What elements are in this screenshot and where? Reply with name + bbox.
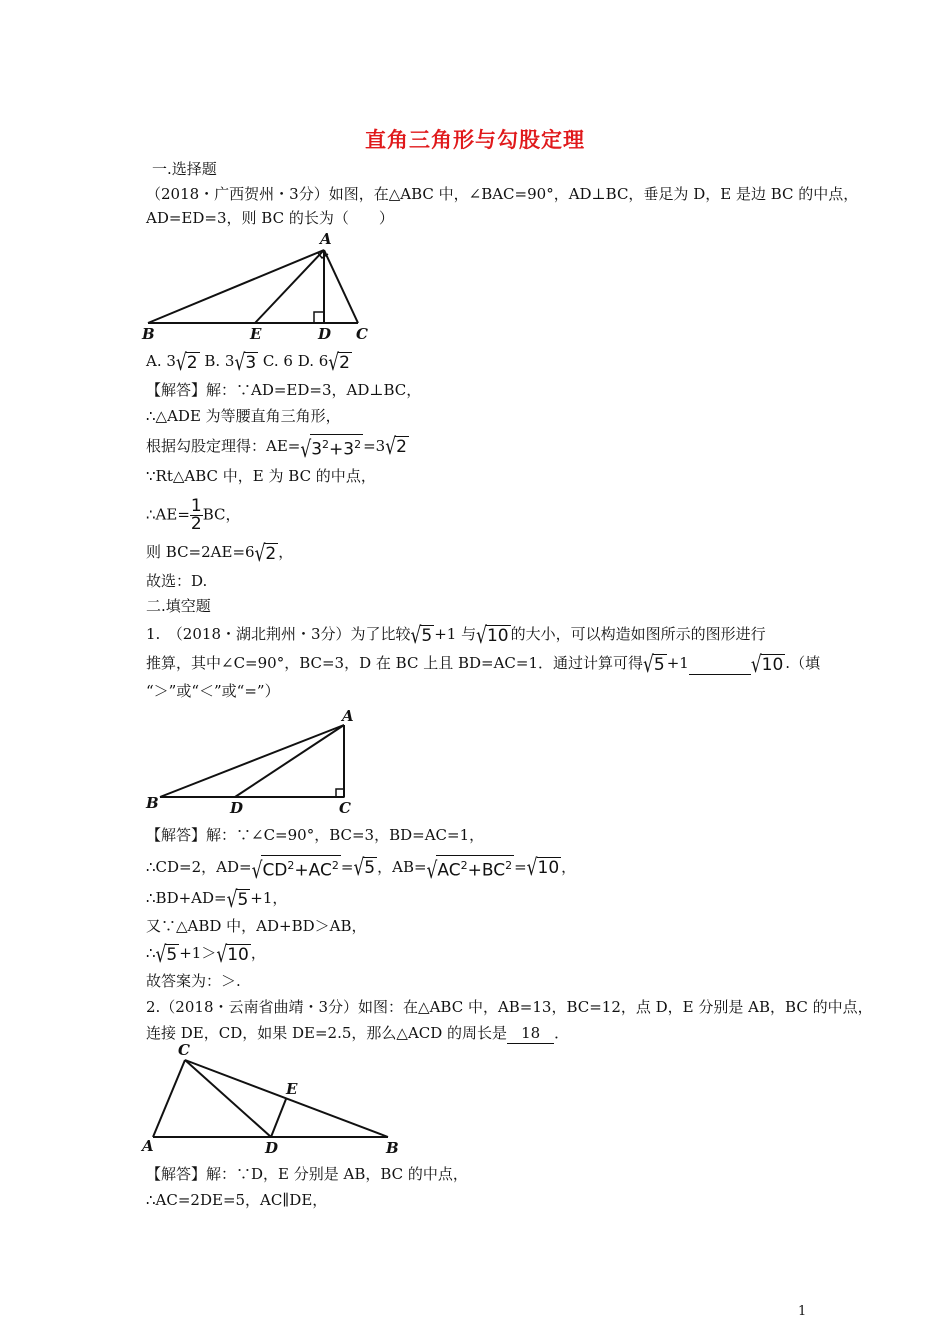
q1-text-line1: 1. （2018・湖北荆州・3分）为了比较√5 +1 与√10 的大小，可以构造如图所示的图形进行 [146, 622, 766, 649]
q0-solution-line5: ∴AE= $\frac{1}{2}$ BC， [146, 496, 241, 534]
fig3-label-e: E [286, 1080, 298, 1098]
sqrt-expression: √2 [175, 349, 198, 376]
figure-triangle-abc-2 [140, 706, 370, 816]
q2-solution-line1: 【解答】解：∵D，E 分别是 AB，BC 的中点， [146, 1165, 468, 1183]
q2-text-line2: 连接 DE，CD，如果 DE=2.5，那么△ACD 的周长是 18 ． [146, 1024, 570, 1042]
q0-solution-line3: 根据勾股定理得：$AE=√3^2+3^2 =3√2$ [146, 433, 407, 464]
sqrt-expression: √3 [234, 349, 257, 376]
q1-solution-line6: 故答案为：＞. [146, 972, 241, 990]
fig2-label-a: A [342, 707, 354, 725]
fig1-label-c: C [356, 325, 368, 343]
q0-solution-line6: 则 BC=2AE=6√2 ， [146, 540, 294, 567]
fig1-label-e: E [250, 325, 262, 343]
figure-triangle-abc-3 [138, 1042, 408, 1158]
q0-text-line2: AD=ED=3，则 BC 的长为（ ） [146, 209, 394, 227]
fig3-label-b: B [386, 1139, 399, 1157]
q1-solution-line1: 【解答】解：∵∠C=90°，BC=3，BD=AC=1， [146, 826, 485, 844]
section-heading-fill: 二.填空题 [146, 597, 211, 615]
fig2-label-d: D [230, 799, 244, 816]
answer-blank [689, 658, 751, 675]
fig3-label-a: A [142, 1137, 154, 1155]
q1-solution-line3: ∴BD+AD=√5 +1， [146, 886, 288, 913]
option-b-label: B. 3 [199, 352, 235, 370]
section-heading-choice: 一.选择题 [152, 160, 217, 178]
q0-solution-line2: ∴△ADE 为等腰直角三角形， [146, 407, 341, 425]
q2-solution-line2: ∴AC=2DE=5，AC∥DE， [146, 1191, 328, 1209]
fig1-label-b: B [142, 325, 155, 343]
figure-triangle-abc-1 [138, 228, 378, 344]
page-title: 直角三角形与勾股定理 [365, 127, 585, 152]
fraction-one-half: $\frac{1}{2}$ [190, 496, 202, 534]
q1-solution-line5: ∴√5 +1＞√10 ， [146, 941, 266, 968]
q1-text-line2: 推算，其中∠C=90°，BC=3，D 在 BC 上且 BD=AC=1．通过计算可得√5 +1 √10 .（填 [146, 651, 821, 678]
q0-solution-line4: ∵Rt△ABC 中，E 为 BC 的中点， [146, 467, 376, 485]
q1-solution-line2: ∴CD=2，$AD=√CD^2+AC^2 =√5$ ，$AB=√AC^2+BC^2 =√10$ ， [146, 854, 577, 885]
option-a-label: A. 3 [146, 352, 176, 370]
fig3-label-d: D [265, 1139, 279, 1157]
fig2-label-c: C [339, 799, 351, 816]
q1-solution-line4: 又∵△ABD 中，AD+BD＞AB， [146, 917, 367, 935]
page-number: 1 [798, 1304, 807, 1319]
q0-options [146, 349, 352, 376]
fig2-label-b: B [146, 794, 159, 812]
fig3-label-c: C [178, 1042, 190, 1059]
q0-text-line1: （2018・广西贺州・3分）如图，在△ABC 中，∠BAC=90°，AD⊥BC，垂足为 D，E 是边 BC 的中点， [146, 185, 859, 203]
q2-text-line1: 2.（2018・云南省曲靖・3分）如图：在△ABC 中，AB=13，BC=12，点 D，E 分别是 AB，BC 的中点， [146, 998, 873, 1016]
q0-solution-line1: 【解答】解：∵AD=ED=3，AD⊥BC， [146, 381, 422, 399]
q0-solution-line7: 故选：D. [146, 572, 208, 590]
q1-text-line3: “＞”或“＜”或“=”） [146, 682, 280, 700]
fig1-label-d: D [318, 325, 332, 343]
answer-value: 18 [507, 1023, 554, 1044]
sqrt-expression: √2 [328, 349, 350, 376]
option-cd-label: C. 6 D. 6 [258, 352, 329, 370]
fig1-label-a: A [320, 230, 332, 248]
